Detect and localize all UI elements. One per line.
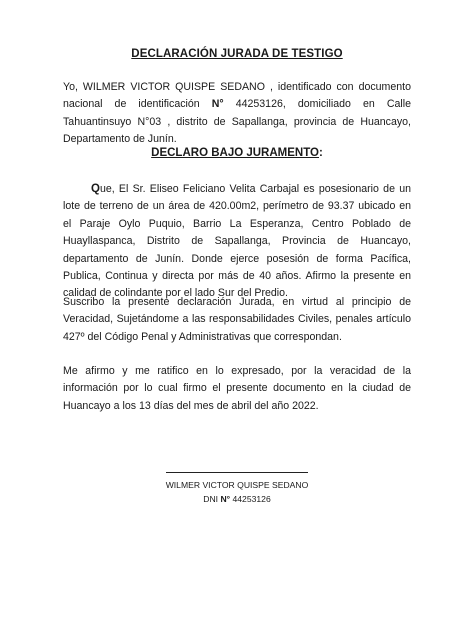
declaration-paragraph <box>63 181 411 303</box>
declaration-heading-text: DECLARO BAJO JURAMENTO <box>151 147 319 159</box>
signature-name: WILMER VICTOR QUISPE SEDANO <box>165 480 309 490</box>
declaration-heading <box>0 147 474 159</box>
declaration-initial: Q <box>91 183 100 195</box>
closing-paragraph: Me afirmo y me ratifico en lo expresado, por la veracidad de la información por lo cual firmo el presente documento en la ciudad de Huancayo a los 13 días del mes de abril del año 2022. <box>63 365 411 412</box>
document-title: DECLARACIÓN JURADA DE TESTIGO <box>131 48 343 60</box>
intro-number-symbol: N° <box>211 98 224 111</box>
signature-dni-symbol: N° <box>220 494 231 504</box>
intro-text-end: 44253126, domiciliado en Calle Tahuantinsuyo N°03 , distrito de Sapallanga, provincia de Huancayo, Departamento de Junín. <box>63 98 411 146</box>
intro-paragraph <box>63 79 411 149</box>
signature-dni-number: 44253126 <box>230 494 271 504</box>
intro-text-start: Yo, WILMER VICTOR QUISPE SEDANO , identificado con documento nacional de identificación <box>63 81 411 111</box>
declaration-text: ue, El Sr. Eliseo Feliciano Velita Carbajal es posesionario de un lote de terreno de un área de 420.00m2, perímetro de 93.37 ubicado en el Paraje Oylo Puquio, Barrio La Esperanza, Centro Poblado de Huayllaspanca, Distrito de Sapallanga, Provincia de Huancayo, departamento de Junín. Donde ejerce posesión de forma Pacífica, Publica, Continua y directa por más de 40 años. Afirmo la presente en calidad de colindante por el lado Sur del Predio. <box>63 183 411 300</box>
signature-dni <box>0 492 474 506</box>
declaration-heading-colon: : <box>318 147 323 159</box>
signature-dni-label: DNI <box>203 494 221 504</box>
submission-paragraph: Suscribo la presente declaración Jurada, en virtud al principio de Veracidad, Sujetándome a las responsabilidades Civiles, penales artículo 427º del Código Penal y Administrativas que correspondan. <box>63 296 411 343</box>
signature-line <box>166 472 308 473</box>
